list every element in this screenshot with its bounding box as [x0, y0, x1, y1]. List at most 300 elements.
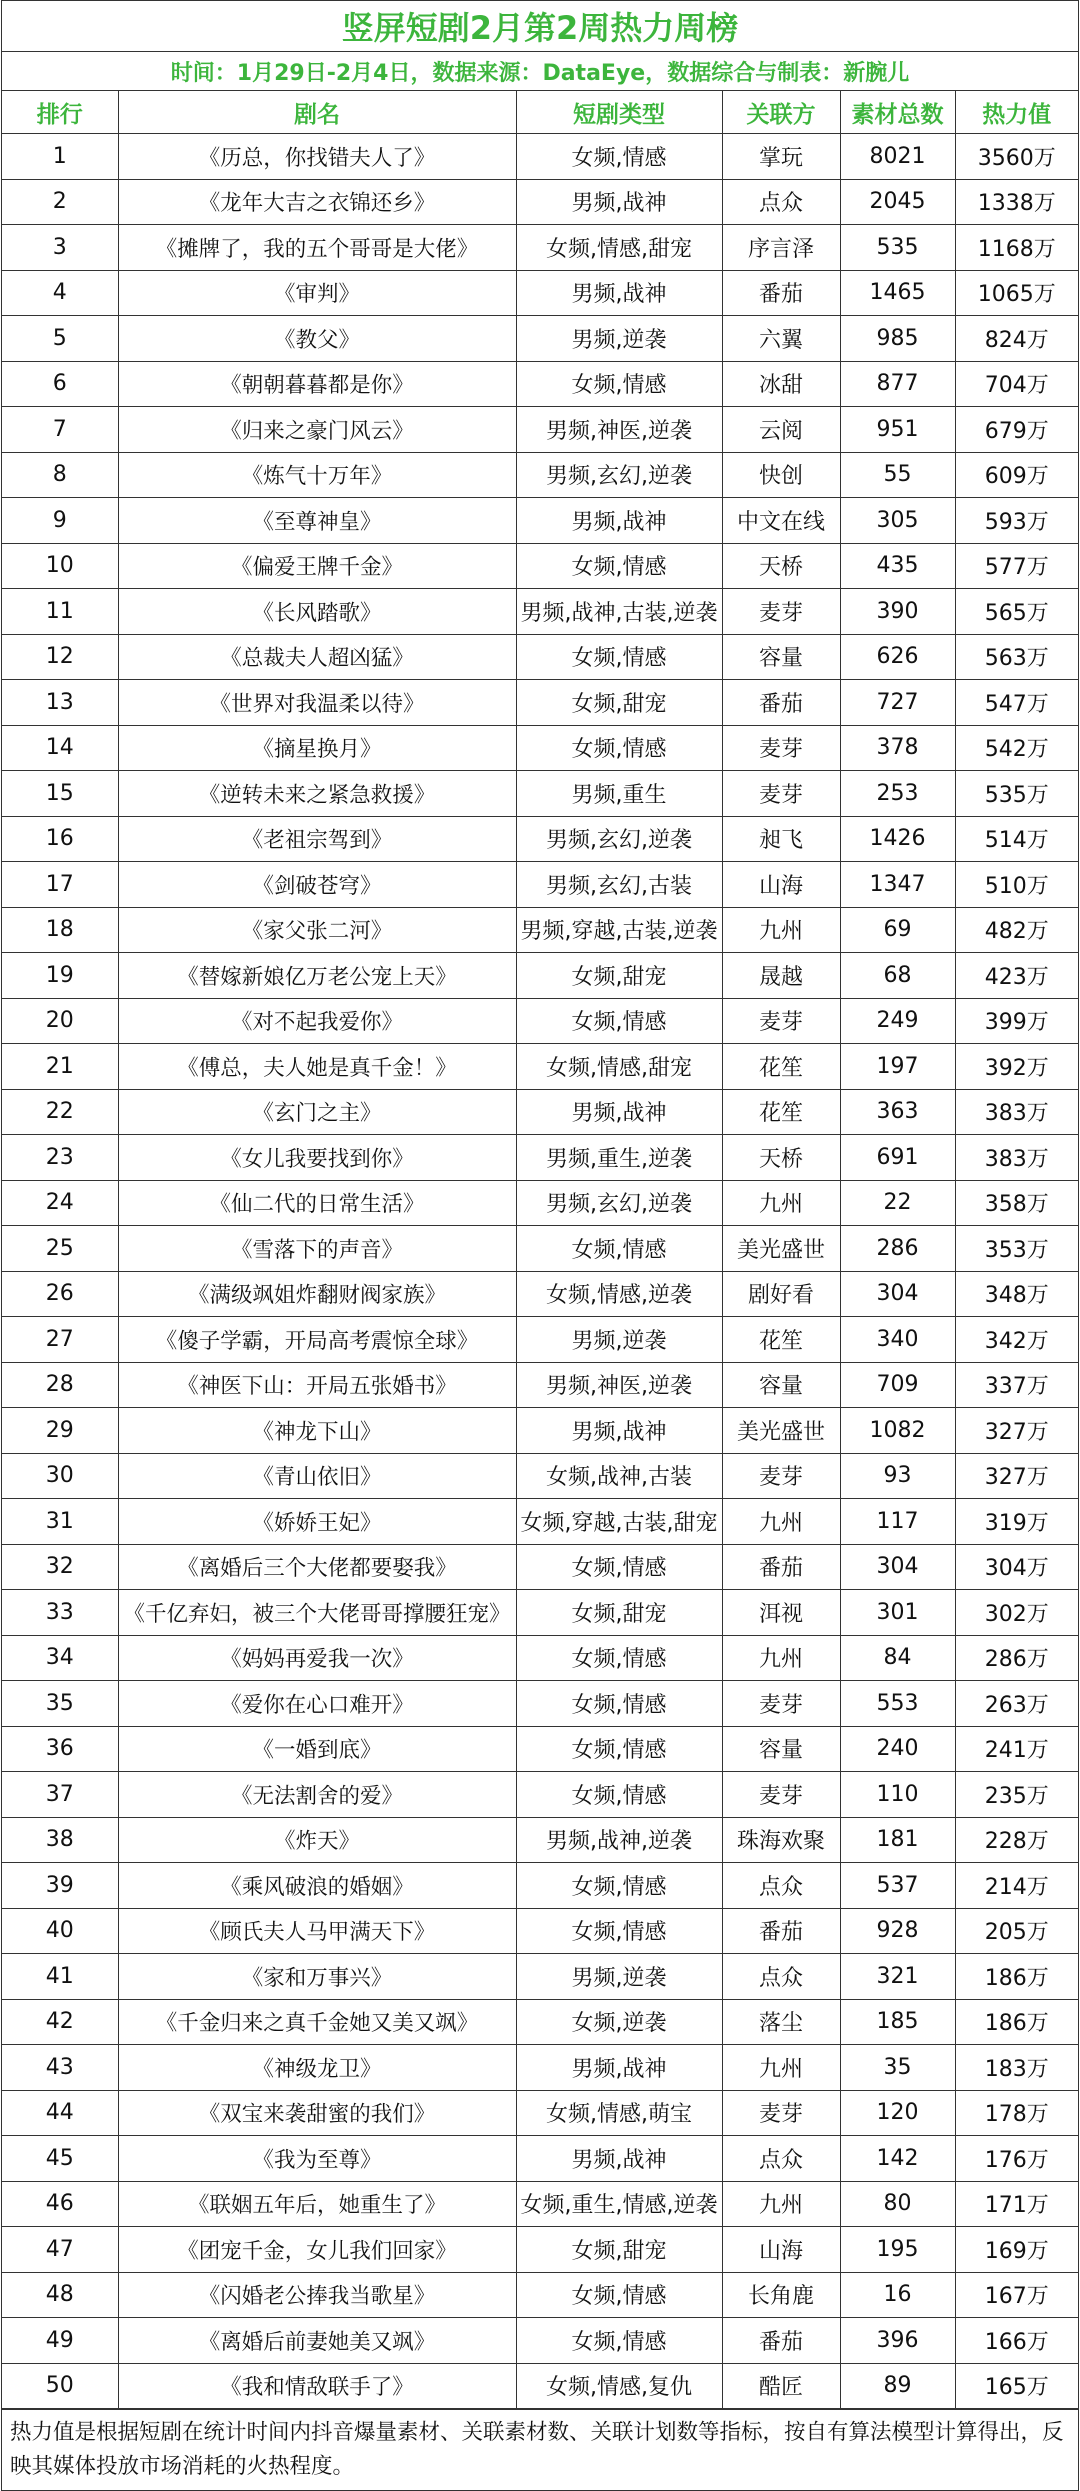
material-count-cell: 142	[840, 2136, 955, 2182]
partner-cell: 快创	[722, 452, 840, 498]
drama-name-cell: 《神龙下山》	[118, 1408, 516, 1454]
genre-cell: 男频,玄幻,逆袭	[516, 816, 722, 862]
material-count-cell: 321	[840, 1954, 955, 2000]
genre-cell: 女频,情感,甜宠	[516, 1044, 722, 1090]
heat-value-cell: 482万	[955, 907, 1078, 953]
rank-cell: 7	[2, 407, 118, 453]
material-count-cell: 286	[840, 1226, 955, 1272]
heat-value-cell: 327万	[955, 1453, 1078, 1499]
genre-cell: 女频,甜宠	[516, 2227, 722, 2273]
drama-name-cell: 《长风踏歌》	[118, 589, 516, 635]
material-count-cell: 55	[840, 452, 955, 498]
rank-cell: 39	[2, 1863, 118, 1909]
table-row	[2, 498, 1078, 544]
drama-name-cell: 《逆转未来之紧急救援》	[118, 771, 516, 817]
partner-cell: 山海	[722, 2227, 840, 2273]
partner-cell: 掌玩	[722, 134, 840, 180]
genre-cell: 男频,战神	[516, 2136, 722, 2182]
heat-value-cell: 704万	[955, 361, 1078, 407]
table-row	[2, 1044, 1078, 1090]
heat-value-cell: 1065万	[955, 270, 1078, 316]
partner-cell: 点众	[722, 179, 840, 225]
genre-cell: 男频,玄幻,逆袭	[516, 452, 722, 498]
heat-value-cell: 167万	[955, 2272, 1078, 2318]
table-row	[2, 1317, 1078, 1363]
partner-cell: 番茄	[722, 680, 840, 726]
drama-name-cell: 《家和万事兴》	[118, 1954, 516, 2000]
genre-cell: 男频,战神	[516, 270, 722, 316]
material-count-cell: 363	[840, 1089, 955, 1135]
rank-cell: 45	[2, 2136, 118, 2182]
table-row	[2, 2090, 1078, 2136]
material-count-cell: 2045	[840, 179, 955, 225]
heat-value-cell: 241万	[955, 1726, 1078, 1772]
genre-cell: 女频,情感,复仇	[516, 2363, 722, 2409]
rank-cell: 24	[2, 1180, 118, 1226]
material-count-cell: 89	[840, 2363, 955, 2409]
genre-cell: 女频,情感	[516, 1544, 722, 1590]
genre-cell: 女频,情感	[516, 725, 722, 771]
material-count-cell: 390	[840, 589, 955, 635]
partner-cell: 美光盛世	[722, 1226, 840, 1272]
rank-cell: 34	[2, 1635, 118, 1681]
drama-name-cell: 《傻子学霸，开局高考震惊全球》	[118, 1317, 516, 1363]
genre-cell: 男频,战神	[516, 1408, 722, 1454]
material-count-cell: 709	[840, 1362, 955, 1408]
heat-value-cell: 1168万	[955, 225, 1078, 271]
heat-value-cell: 547万	[955, 680, 1078, 726]
partner-cell: 九州	[722, 907, 840, 953]
material-count-cell: 304	[840, 1544, 955, 1590]
rank-cell: 48	[2, 2272, 118, 2318]
heat-value-cell: 169万	[955, 2227, 1078, 2273]
rank-cell: 10	[2, 543, 118, 589]
rank-cell: 25	[2, 1226, 118, 1272]
genre-cell: 女频,情感,萌宝	[516, 2090, 722, 2136]
drama-name-cell: 《教父》	[118, 316, 516, 362]
rank-cell: 11	[2, 589, 118, 635]
drama-name-cell: 《妈妈再爱我一次》	[118, 1635, 516, 1681]
heat-value-cell: 399万	[955, 998, 1078, 1044]
genre-cell: 男频,逆袭	[516, 316, 722, 362]
heat-value-cell: 186万	[955, 1954, 1078, 2000]
table-row	[2, 1408, 1078, 1454]
genre-cell: 女频,情感	[516, 543, 722, 589]
partner-cell: 九州	[722, 2045, 840, 2091]
heat-value-cell: 563万	[955, 634, 1078, 680]
material-count-cell: 84	[840, 1635, 955, 1681]
heat-value-cell: 542万	[955, 725, 1078, 771]
table-row	[2, 1590, 1078, 1636]
table-row	[2, 2227, 1078, 2273]
rank-cell: 40	[2, 1908, 118, 1954]
drama-name-cell: 《审判》	[118, 270, 516, 316]
heat-value-cell: 392万	[955, 1044, 1078, 1090]
table-row	[2, 1499, 1078, 1545]
genre-cell: 女频,甜宠	[516, 680, 722, 726]
partner-cell: 点众	[722, 2136, 840, 2182]
material-count-cell: 553	[840, 1681, 955, 1727]
material-count-cell: 435	[840, 543, 955, 589]
drama-name-cell: 《千亿弃妇，被三个大佬哥哥撑腰狂宠》	[118, 1590, 516, 1636]
material-count-cell: 1347	[840, 862, 955, 908]
material-count-cell: 69	[840, 907, 955, 953]
header-rank: 排行	[2, 91, 118, 134]
drama-name-cell: 《离婚后三个大佬都要娶我》	[118, 1544, 516, 1590]
table-row	[2, 270, 1078, 316]
partner-cell: 麦芽	[722, 1772, 840, 1818]
heat-value-cell: 327万	[955, 1408, 1078, 1454]
genre-cell: 女频,情感,逆袭	[516, 1271, 722, 1317]
rank-cell: 18	[2, 907, 118, 953]
material-count-cell: 68	[840, 953, 955, 999]
table-row	[2, 225, 1078, 271]
rank-cell: 44	[2, 2090, 118, 2136]
genre-cell: 女频,逆袭	[516, 1999, 722, 2045]
table-row	[2, 452, 1078, 498]
genre-cell: 女频,情感	[516, 2318, 722, 2364]
table-row	[2, 1726, 1078, 1772]
material-count-cell: 537	[840, 1863, 955, 1909]
partner-cell: 麦芽	[722, 771, 840, 817]
genre-cell: 女频,情感	[516, 998, 722, 1044]
drama-name-cell: 《世界对我温柔以待》	[118, 680, 516, 726]
partner-cell: 点众	[722, 1954, 840, 2000]
table-row	[2, 2136, 1078, 2182]
table-row	[2, 1089, 1078, 1135]
table-row	[2, 816, 1078, 862]
heat-value-cell: 383万	[955, 1135, 1078, 1181]
rank-cell: 21	[2, 1044, 118, 1090]
genre-cell: 女频,战神,古装	[516, 1453, 722, 1499]
heat-value-cell: 353万	[955, 1226, 1078, 1272]
drama-name-cell: 《女儿我要找到你》	[118, 1135, 516, 1181]
drama-name-cell: 《我为至尊》	[118, 2136, 516, 2182]
genre-cell: 女频,情感,甜宠	[516, 225, 722, 271]
genre-cell: 男频,逆袭	[516, 1954, 722, 2000]
genre-cell: 女频,情感	[516, 1908, 722, 1954]
genre-cell: 女频,情感	[516, 1681, 722, 1727]
material-count-cell: 1082	[840, 1408, 955, 1454]
table-row	[2, 543, 1078, 589]
table-row	[2, 134, 1078, 180]
rank-cell: 27	[2, 1317, 118, 1363]
table-row	[2, 1863, 1078, 1909]
genre-cell: 女频,重生,情感,逆袭	[516, 2181, 722, 2227]
drama-name-cell: 《我和情敌联手了》	[118, 2363, 516, 2409]
partner-cell: 冰甜	[722, 361, 840, 407]
material-count-cell: 1465	[840, 270, 955, 316]
rank-cell: 17	[2, 862, 118, 908]
table-row	[2, 1271, 1078, 1317]
genre-cell: 女频,情感	[516, 634, 722, 680]
partner-cell: 番茄	[722, 2318, 840, 2364]
genre-cell: 男频,神医,逆袭	[516, 407, 722, 453]
material-count-cell: 181	[840, 1817, 955, 1863]
drama-name-cell: 《傅总，夫人她是真千金！》	[118, 1044, 516, 1090]
rank-cell: 33	[2, 1590, 118, 1636]
table-row	[2, 907, 1078, 953]
heat-value-cell: 577万	[955, 543, 1078, 589]
rank-cell: 42	[2, 1999, 118, 2045]
drama-name-cell: 《炼气十万年》	[118, 452, 516, 498]
heat-value-cell: 205万	[955, 1908, 1078, 1954]
table-row	[2, 2045, 1078, 2091]
rank-cell: 46	[2, 2181, 118, 2227]
partner-cell: 麦芽	[722, 589, 840, 635]
material-count-cell: 396	[840, 2318, 955, 2364]
material-count-cell: 35	[840, 2045, 955, 2091]
table-row	[2, 1772, 1078, 1818]
header-drama-name: 剧名	[118, 91, 516, 134]
table-row	[2, 1635, 1078, 1681]
genre-cell: 女频,情感	[516, 1772, 722, 1818]
heat-value-cell: 178万	[955, 2090, 1078, 2136]
partner-cell: 麦芽	[722, 998, 840, 1044]
heat-value-cell: 319万	[955, 1499, 1078, 1545]
partner-cell: 剧好看	[722, 1271, 840, 1317]
rank-cell: 29	[2, 1408, 118, 1454]
heat-value-cell: 824万	[955, 316, 1078, 362]
rank-cell: 6	[2, 361, 118, 407]
rank-cell: 28	[2, 1362, 118, 1408]
genre-cell: 女频,情感	[516, 1726, 722, 1772]
drama-name-cell: 《老祖宗驾到》	[118, 816, 516, 862]
drama-name-cell: 《离婚后前妻她美又飒》	[118, 2318, 516, 2364]
rank-cell: 15	[2, 771, 118, 817]
rank-cell: 22	[2, 1089, 118, 1135]
drama-name-cell: 《青山依旧》	[118, 1453, 516, 1499]
drama-name-cell: 《团宠千金，女儿我们回家》	[118, 2227, 516, 2273]
header-partner: 关联方	[722, 91, 840, 134]
drama-name-cell: 《朝朝暮暮都是你》	[118, 361, 516, 407]
material-count-cell: 197	[840, 1044, 955, 1090]
material-count-cell: 535	[840, 225, 955, 271]
rank-cell: 26	[2, 1271, 118, 1317]
material-count-cell: 8021	[840, 134, 955, 180]
drama-name-cell: 《乘风破浪的婚姻》	[118, 1863, 516, 1909]
partner-cell: 昶飞	[722, 816, 840, 862]
heat-value-cell: 3560万	[955, 134, 1078, 180]
header-material-count: 素材总数	[840, 91, 955, 134]
drama-name-cell: 《龙年大吉之衣锦还乡》	[118, 179, 516, 225]
table-row	[2, 1954, 1078, 2000]
ranking-sheet	[1, 0, 1079, 2491]
rank-cell: 50	[2, 2363, 118, 2409]
heat-value-cell: 679万	[955, 407, 1078, 453]
material-count-cell: 195	[840, 2227, 955, 2273]
material-count-cell: 691	[840, 1135, 955, 1181]
material-count-cell: 626	[840, 634, 955, 680]
genre-cell: 男频,逆袭	[516, 1317, 722, 1363]
table-row	[2, 862, 1078, 908]
rank-cell: 19	[2, 953, 118, 999]
partner-cell: 长角鹿	[722, 2272, 840, 2318]
genre-cell: 女频,甜宠	[516, 1590, 722, 1636]
heat-value-cell: 423万	[955, 953, 1078, 999]
heat-value-cell: 565万	[955, 589, 1078, 635]
rank-cell: 12	[2, 634, 118, 680]
table-row	[2, 179, 1078, 225]
heat-value-cell: 348万	[955, 1271, 1078, 1317]
partner-cell: 晟越	[722, 953, 840, 999]
material-count-cell: 340	[840, 1317, 955, 1363]
material-count-cell: 22	[840, 1180, 955, 1226]
rank-cell: 41	[2, 1954, 118, 2000]
header-row	[2, 91, 1078, 134]
heat-value-cell: 183万	[955, 2045, 1078, 2091]
drama-name-cell: 《神级龙卫》	[118, 2045, 516, 2091]
genre-cell: 男频,战神	[516, 179, 722, 225]
partner-cell: 花笙	[722, 1317, 840, 1363]
partner-cell: 容量	[722, 1726, 840, 1772]
genre-cell: 男频,战神	[516, 1089, 722, 1135]
genre-cell: 女频,情感	[516, 1635, 722, 1681]
drama-name-cell: 《一婚到底》	[118, 1726, 516, 1772]
genre-cell: 女频,情感	[516, 134, 722, 180]
drama-name-cell: 《闪婚老公捧我当歌星》	[118, 2272, 516, 2318]
partner-cell: 天桥	[722, 543, 840, 589]
table-row	[2, 771, 1078, 817]
partner-cell: 洱视	[722, 1590, 840, 1636]
heat-value-cell: 186万	[955, 1999, 1078, 2045]
drama-name-cell: 《历总，你找错夫人了》	[118, 134, 516, 180]
rank-cell: 4	[2, 270, 118, 316]
genre-cell: 男频,战神,逆袭	[516, 1817, 722, 1863]
heat-value-cell: 263万	[955, 1681, 1078, 1727]
rank-cell: 37	[2, 1772, 118, 1818]
genre-cell: 男频,重生,逆袭	[516, 1135, 722, 1181]
drama-name-cell: 《千金归来之真千金她又美又飒》	[118, 1999, 516, 2045]
material-count-cell: 249	[840, 998, 955, 1044]
drama-name-cell: 《联姻五年后，她重生了》	[118, 2181, 516, 2227]
material-count-cell: 253	[840, 771, 955, 817]
table-row	[2, 680, 1078, 726]
heat-value-cell: 514万	[955, 816, 1078, 862]
drama-name-cell: 《至尊神皇》	[118, 498, 516, 544]
table-row	[2, 407, 1078, 453]
heat-value-cell: 535万	[955, 771, 1078, 817]
table-row	[2, 2363, 1078, 2409]
rank-cell: 8	[2, 452, 118, 498]
drama-name-cell: 《无法割舍的爱》	[118, 1772, 516, 1818]
genre-cell: 女频,情感	[516, 2272, 722, 2318]
genre-cell: 男频,玄幻,逆袭	[516, 1180, 722, 1226]
partner-cell: 中文在线	[722, 498, 840, 544]
heat-value-cell: 1338万	[955, 179, 1078, 225]
table-row	[2, 1999, 1078, 2045]
genre-cell: 男频,战神	[516, 498, 722, 544]
material-count-cell: 117	[840, 1499, 955, 1545]
heat-value-cell: 337万	[955, 1362, 1078, 1408]
table-row	[2, 589, 1078, 635]
heat-value-cell: 214万	[955, 1863, 1078, 1909]
drama-name-cell: 《满级飒姐炸翻财阀家族》	[118, 1271, 516, 1317]
drama-name-cell: 《娇娇王妃》	[118, 1499, 516, 1545]
drama-name-cell: 《家父张二河》	[118, 907, 516, 953]
table-row	[2, 1180, 1078, 1226]
table-row	[2, 1817, 1078, 1863]
rank-cell: 9	[2, 498, 118, 544]
drama-name-cell: 《神医下山：开局五张婚书》	[118, 1362, 516, 1408]
genre-cell: 男频,战神	[516, 2045, 722, 2091]
material-count-cell: 951	[840, 407, 955, 453]
table-row	[2, 1908, 1078, 1954]
material-count-cell: 120	[840, 2090, 955, 2136]
rank-cell: 47	[2, 2227, 118, 2273]
partner-cell: 美光盛世	[722, 1408, 840, 1454]
table-row	[2, 998, 1078, 1044]
drama-name-cell: 《炸天》	[118, 1817, 516, 1863]
rank-cell: 36	[2, 1726, 118, 1772]
partner-cell: 麦芽	[722, 1681, 840, 1727]
heat-value-cell: 302万	[955, 1590, 1078, 1636]
partner-cell: 花笙	[722, 1044, 840, 1090]
heat-value-cell: 342万	[955, 1317, 1078, 1363]
drama-name-cell: 《摊牌了，我的五个哥哥是大佬》	[118, 225, 516, 271]
rank-cell: 43	[2, 2045, 118, 2091]
genre-cell: 男频,神医,逆袭	[516, 1362, 722, 1408]
partner-cell: 六翼	[722, 316, 840, 362]
table-row	[2, 634, 1078, 680]
drama-name-cell: 《替嫁新娘亿万老公宠上天》	[118, 953, 516, 999]
rank-cell: 3	[2, 225, 118, 271]
heat-value-cell: 166万	[955, 2318, 1078, 2364]
heat-value-cell: 235万	[955, 1772, 1078, 1818]
material-count-cell: 877	[840, 361, 955, 407]
rank-cell: 31	[2, 1499, 118, 1545]
heat-value-cell: 358万	[955, 1180, 1078, 1226]
genre-cell: 男频,玄幻,古装	[516, 862, 722, 908]
material-count-cell: 93	[840, 1453, 955, 1499]
table-row	[2, 1544, 1078, 1590]
genre-cell: 女频,情感	[516, 1863, 722, 1909]
drama-name-cell: 《对不起我爱你》	[118, 998, 516, 1044]
table-row	[2, 1135, 1078, 1181]
partner-cell: 落尘	[722, 1999, 840, 2045]
partner-cell: 天桥	[722, 1135, 840, 1181]
rank-cell: 38	[2, 1817, 118, 1863]
genre-cell: 男频,战神,古装,逆袭	[516, 589, 722, 635]
table-row	[2, 1681, 1078, 1727]
partner-cell: 麦芽	[722, 2090, 840, 2136]
genre-cell: 女频,情感	[516, 361, 722, 407]
drama-name-cell: 《总裁夫人超凶猛》	[118, 634, 516, 680]
table-row	[2, 953, 1078, 999]
heat-value-cell: 165万	[955, 2363, 1078, 2409]
material-count-cell: 80	[840, 2181, 955, 2227]
material-count-cell: 16	[840, 2272, 955, 2318]
material-count-cell: 301	[840, 1590, 955, 1636]
material-count-cell: 1426	[840, 816, 955, 862]
table-row	[2, 2181, 1078, 2227]
material-count-cell: 727	[840, 680, 955, 726]
partner-cell: 九州	[722, 1635, 840, 1681]
rank-cell: 20	[2, 998, 118, 1044]
heat-value-cell: 228万	[955, 1817, 1078, 1863]
table-body	[2, 134, 1078, 2409]
genre-cell: 女频,穿越,古装,甜宠	[516, 1499, 722, 1545]
rank-cell: 49	[2, 2318, 118, 2364]
table-row	[2, 361, 1078, 407]
partner-cell: 九州	[722, 2181, 840, 2227]
partner-cell: 番茄	[722, 1544, 840, 1590]
partner-cell: 序言泽	[722, 225, 840, 271]
table-row	[2, 316, 1078, 362]
partner-cell: 麦芽	[722, 1453, 840, 1499]
partner-cell: 珠海欢聚	[722, 1817, 840, 1863]
partner-cell: 容量	[722, 634, 840, 680]
